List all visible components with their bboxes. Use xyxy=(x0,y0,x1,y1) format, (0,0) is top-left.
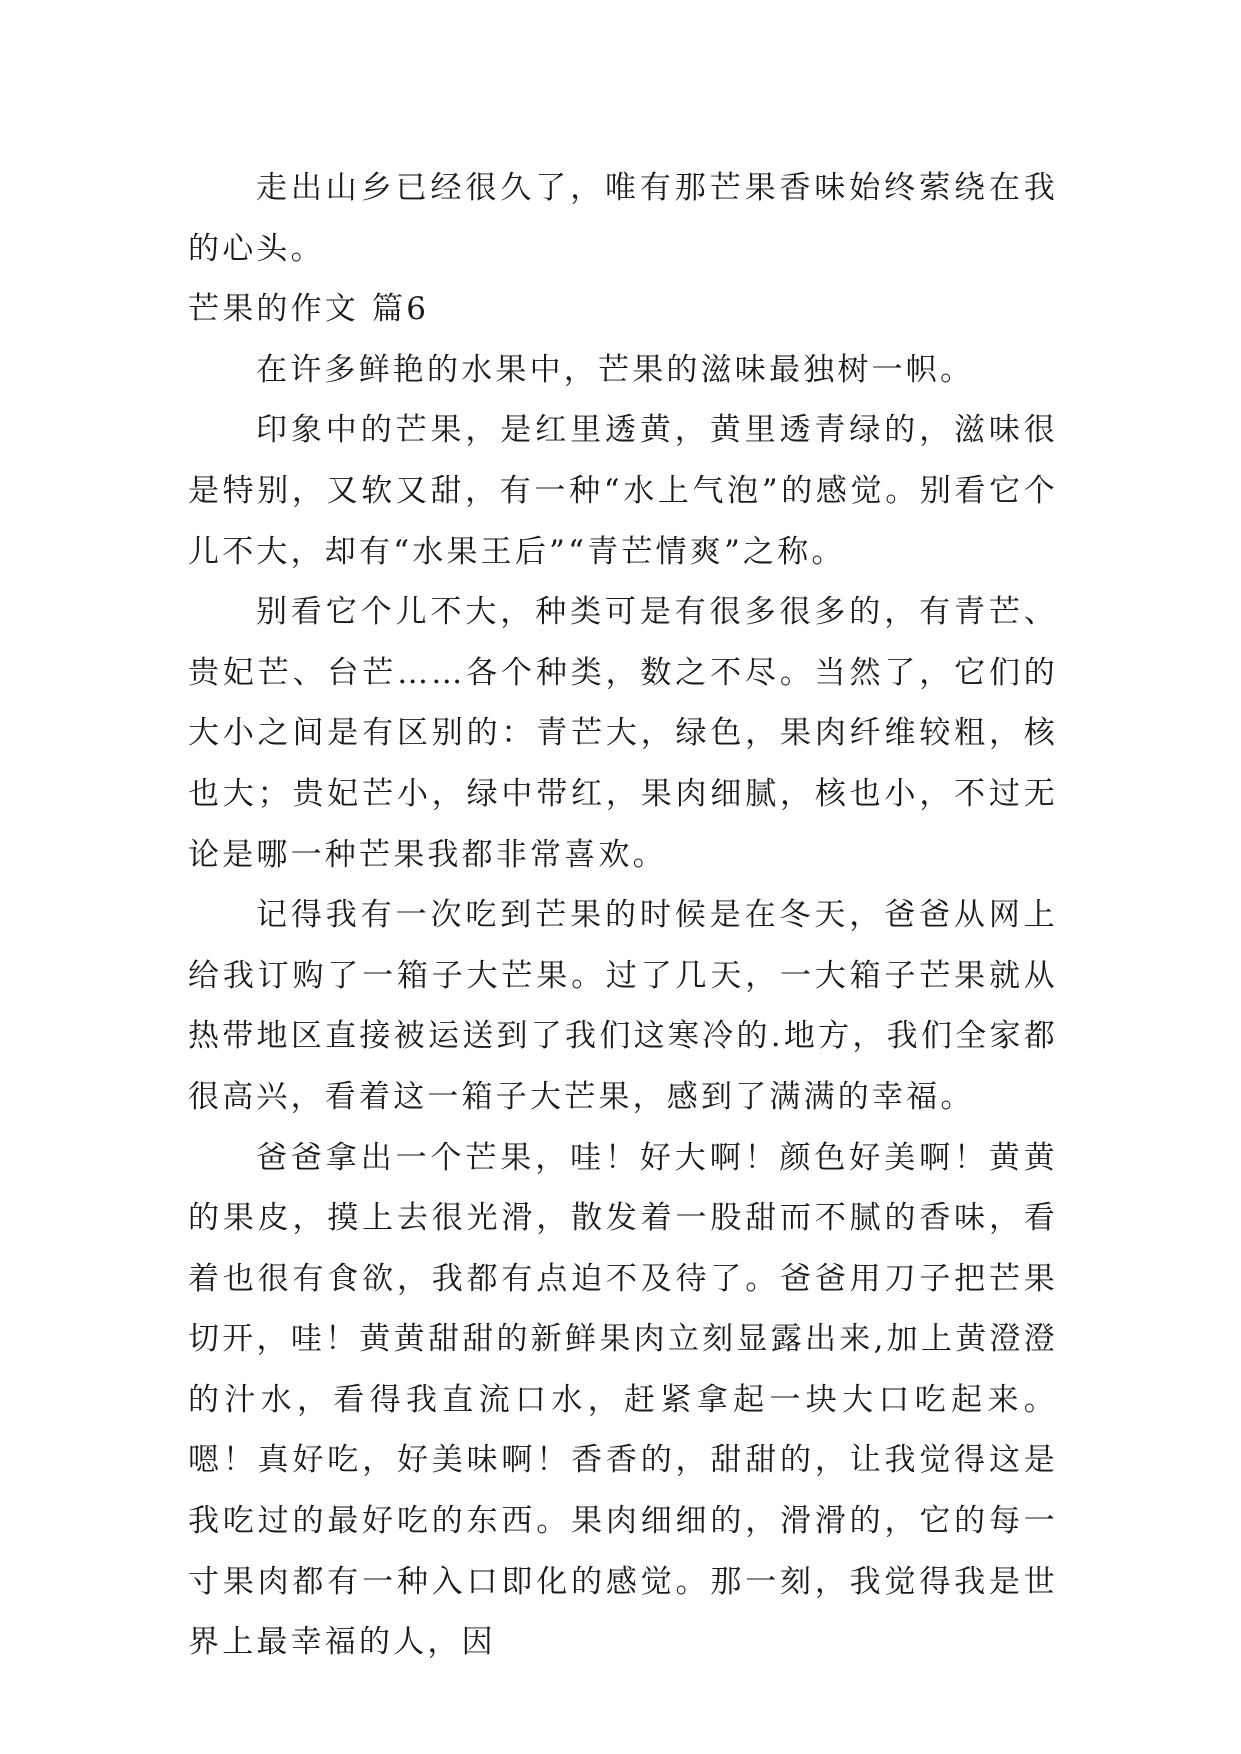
paragraph-1: 在许多鲜艳的水果中，芒果的滋味最独树一帜。 xyxy=(256,351,975,388)
paragraph-2: 印象中的芒果，是红里透黄，黄里透青绿的，滋味很是特别，又软又甜，有一种“水上气泡”的感觉。别看它个儿不大，却有“水果王后”“青芒情爽”之称。 xyxy=(188,412,1058,570)
intro-paragraph: 走出山乡已经很久了，唯有那芒果香味始终萦绕在我的心头。 xyxy=(188,170,1058,267)
document-body xyxy=(188,158,1058,1673)
section-title: 芒果的作文 篇6 xyxy=(188,291,430,328)
paragraph-4: 记得我有一次吃到芒果的时候是在冬天，爸爸从网上给我订购了一箱子大芒果。过了几天，一大箱子芒果就从热带地区直接被运送到了我们这寒冷的.地方，我们全家都很高兴，看着这一箱子大芒果，感到了满满的幸福。 xyxy=(188,897,1058,1115)
paragraph-3: 别看它个儿不大，种类可是有很多很多的，有青芒、贵妃芒、台芒……各个种类，数之不尽。当然了，它们的大小之间是有区别的：青芒大，绿色，果肉纤维较粗，核也大；贵妃芒小，绿中带红，果肉细腻，核也小，不过无论是哪一种芒果我都非常喜欢。 xyxy=(188,594,1058,873)
paragraph-5: 爸爸拿出一个芒果，哇！好大啊！颜色好美啊！黄黄的果皮，摸上去很光滑，散发着一股甜而不腻的香味，看着也很有食欲，我都有点迫不及待了。爸爸用刀子把芒果切开，哇！黄黄甜甜的新鲜果肉立刻显露出来,加上黄澄澄的汁水，看得我直流口水，赶紧拿起一块大口吃起来。嗯！真好吃，好美味啊！香香的，甜甜的，让我觉得这是我吃过的最好吃的东西。果肉细细的，滑滑的，它的每一寸果肉都有一种入口即化的感觉。那一刻，我觉得我是世界上最幸福的人，因 xyxy=(188,1139,1058,1661)
